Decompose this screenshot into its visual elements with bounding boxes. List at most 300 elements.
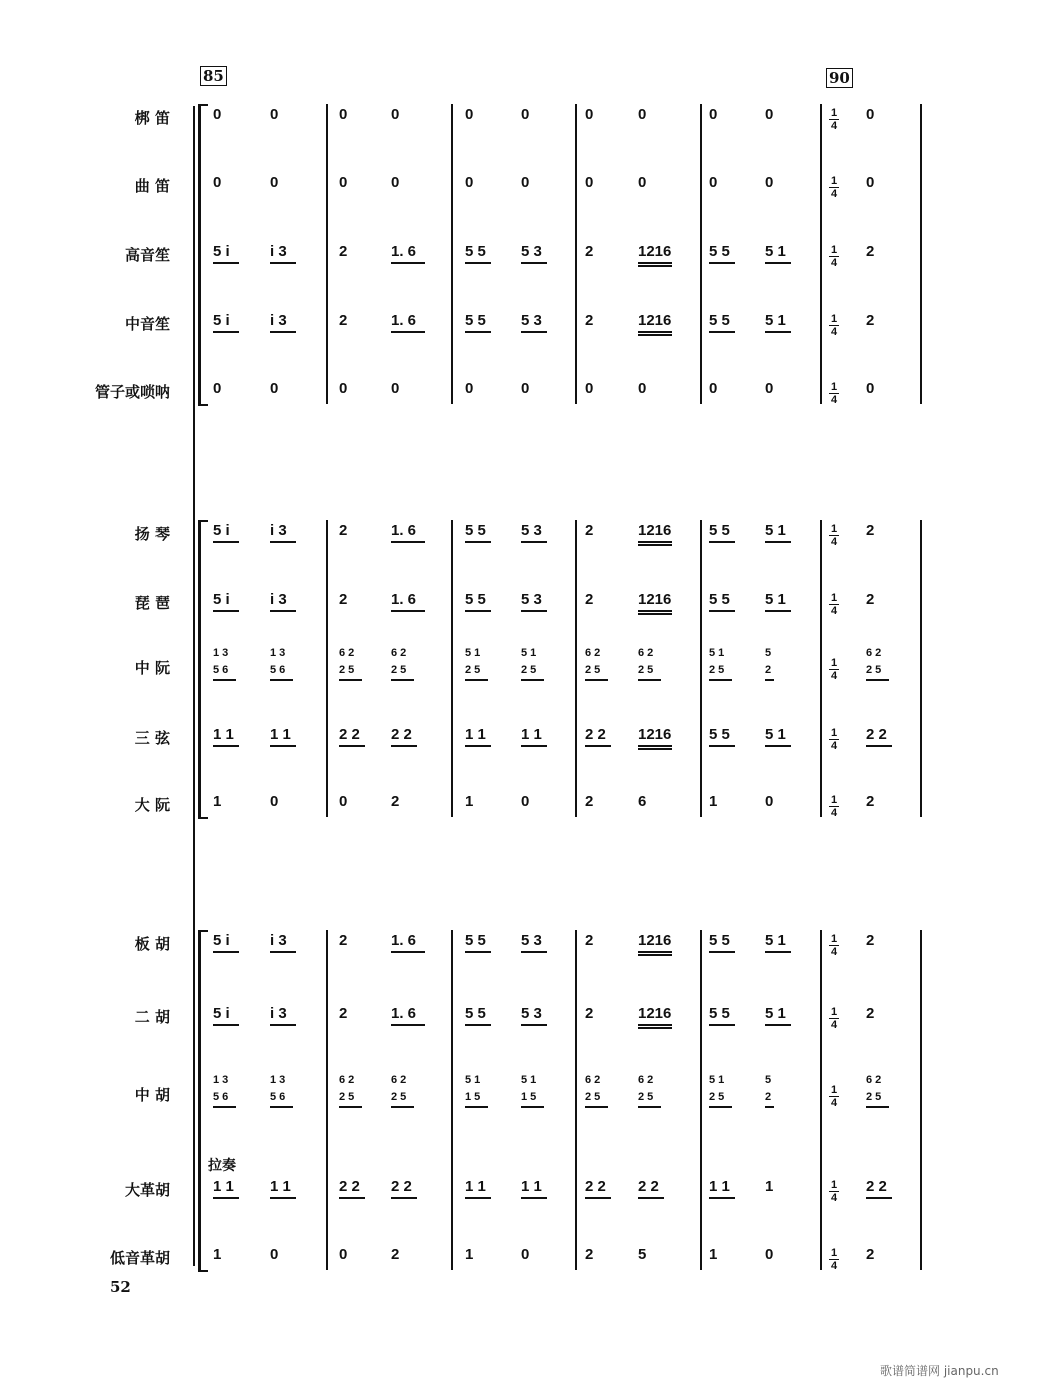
instrument-name: 琵 琶	[134, 594, 170, 612]
chord-note-bottom: 2 5	[638, 664, 654, 676]
jianpu-note: 1 1	[709, 1178, 730, 1195]
jianpu-note: 5 1	[765, 312, 786, 329]
instrument-name: 曲 笛	[134, 177, 170, 195]
jianpu-note: 1. 6	[391, 932, 417, 949]
beam-line	[465, 745, 491, 747]
beam-line	[391, 262, 425, 264]
barline	[326, 930, 328, 1270]
jianpu-note: 0	[765, 106, 774, 123]
beam-line	[465, 331, 491, 333]
beam-line	[213, 1197, 239, 1199]
jianpu-note: i 3	[270, 1005, 287, 1022]
beam-line	[866, 1197, 892, 1199]
instrument-name: 中音笙	[124, 315, 170, 333]
instrument-name: 二 胡	[134, 1008, 170, 1026]
chord-note-bottom: 2 5	[339, 664, 355, 676]
chord-note-bottom: 2 5	[339, 1091, 355, 1103]
time-sig-denominator: 4	[830, 807, 838, 819]
jianpu-note: 2	[339, 932, 348, 949]
beam-line	[709, 541, 735, 543]
chord-note-top: 6 2	[638, 647, 654, 659]
jianpu-note: 5 1	[765, 591, 786, 608]
jianpu-note: 0	[391, 174, 400, 191]
jianpu-note: 5 3	[521, 312, 542, 329]
beam-line	[521, 331, 547, 333]
jianpu-note: 1. 6	[391, 312, 417, 329]
jianpu-note: 2 2	[339, 726, 360, 743]
jianpu-note: 0	[765, 174, 774, 191]
jianpu-note: 0	[866, 106, 875, 123]
beam-line	[270, 541, 296, 543]
barline	[820, 930, 822, 1270]
chord-note-top: 6 2	[866, 647, 882, 659]
beam-line	[638, 541, 672, 543]
beam-line	[213, 331, 239, 333]
jianpu-note: 1216	[638, 932, 672, 949]
beam-line	[709, 951, 735, 953]
jianpu-note: 5 5	[465, 591, 486, 608]
barline	[700, 104, 702, 404]
chord-note-bottom: 2 5	[465, 664, 481, 676]
beam-line	[765, 679, 774, 681]
barline	[575, 104, 577, 404]
jianpu-note: 1	[465, 1246, 474, 1263]
jianpu-note: 1 1	[213, 726, 234, 743]
chord-note-top: 5 1	[521, 1074, 537, 1086]
chord-note-bottom: 5 6	[270, 664, 286, 676]
jianpu-note: 1216	[638, 591, 672, 608]
jianpu-note: 2	[866, 1246, 875, 1263]
beam-line	[765, 610, 791, 612]
chord-note-bottom: 2	[765, 664, 772, 676]
instrument-name: 大 阮	[134, 796, 170, 814]
group-bracket-bottom	[198, 817, 208, 819]
beam-line	[465, 951, 491, 953]
beam-line	[270, 262, 296, 264]
jianpu-note: 5 i	[213, 591, 230, 608]
chord-note-top: 1 3	[270, 647, 286, 659]
jianpu-note: 0	[521, 1246, 530, 1263]
jianpu-note: 5 3	[521, 1005, 542, 1022]
chord-note-top: 6 2	[638, 1074, 654, 1086]
beam-line	[765, 331, 791, 333]
chord-note-bottom: 2 5	[585, 1091, 601, 1103]
group-bracket-top	[198, 104, 208, 106]
jianpu-note: 0	[521, 793, 530, 810]
jianpu-note: 2	[339, 243, 348, 260]
time-sig-denominator: 4	[830, 1097, 838, 1109]
beam-line	[339, 1197, 365, 1199]
time-signature	[829, 524, 839, 547]
jianpu-note: 0	[585, 380, 594, 397]
jianpu-note: 0	[339, 793, 348, 810]
beam-line	[213, 679, 236, 681]
jianpu-note: 2 2	[339, 1178, 360, 1195]
instrument-name: 大革胡	[124, 1181, 170, 1199]
beam-line	[638, 745, 672, 747]
jianpu-note: 2	[339, 522, 348, 539]
chord-note-top: 6 2	[585, 1074, 601, 1086]
beam-line	[270, 1106, 293, 1108]
beam-line	[521, 745, 547, 747]
jianpu-note: 2	[866, 312, 875, 329]
beam-line	[765, 951, 791, 953]
time-signature	[829, 658, 839, 681]
chord-note-bottom: 2 5	[391, 1091, 407, 1103]
chord-note-bottom: 5 6	[213, 664, 229, 676]
time-sig-numerator: 1	[830, 1179, 838, 1191]
jianpu-note: 2	[866, 591, 875, 608]
time-sig-numerator: 1	[830, 523, 838, 535]
jianpu-note: 2 2	[391, 726, 412, 743]
chord-note-bottom: 5 6	[213, 1091, 229, 1103]
beam-line	[270, 1197, 296, 1199]
jianpu-note: 1. 6	[391, 522, 417, 539]
beam-line	[339, 745, 365, 747]
jianpu-note: 2	[585, 243, 594, 260]
jianpu-note: 0	[709, 174, 718, 191]
jianpu-note: 0	[866, 380, 875, 397]
time-sig-denominator: 4	[830, 946, 838, 958]
jianpu-note: i 3	[270, 312, 287, 329]
time-signature	[829, 728, 839, 751]
jianpu-note: 0	[765, 793, 774, 810]
jianpu-note: 0	[339, 106, 348, 123]
jianpu-note: 1	[465, 793, 474, 810]
jianpu-note: 1 1	[270, 1178, 291, 1195]
time-sig-numerator: 1	[830, 313, 838, 325]
jianpu-note: 0	[339, 174, 348, 191]
time-sig-numerator: 1	[830, 794, 838, 806]
time-signature	[829, 314, 839, 337]
time-sig-denominator: 4	[830, 120, 838, 132]
jianpu-note: 2	[585, 1246, 594, 1263]
group-bracket	[198, 930, 201, 1270]
chord-note-bottom: 2 5	[866, 1091, 882, 1103]
beam-line	[391, 1024, 425, 1026]
instrument-name: 扬 琴	[134, 525, 170, 543]
jianpu-note: 5 5	[465, 243, 486, 260]
beam-line	[638, 1197, 664, 1199]
chord-note-top: 1 3	[213, 647, 229, 659]
jianpu-note: 0	[521, 174, 530, 191]
group-bracket	[198, 104, 201, 404]
jianpu-note: 5 1	[765, 726, 786, 743]
jianpu-note: 0	[638, 106, 647, 123]
rehearsal-mark-90: 90	[826, 68, 853, 88]
jianpu-note: 2	[866, 1005, 875, 1022]
beam-line	[521, 610, 547, 612]
time-sig-denominator: 4	[830, 394, 838, 406]
chord-note-top: 5	[765, 647, 772, 659]
jianpu-note: 0	[585, 106, 594, 123]
jianpu-note: 0	[709, 106, 718, 123]
chord-note-bottom: 2 5	[709, 1091, 725, 1103]
time-sig-denominator: 4	[830, 1260, 838, 1272]
chord-note-top: 5 1	[465, 647, 481, 659]
barline	[920, 930, 922, 1270]
group-bracket	[198, 520, 201, 817]
beam-line	[709, 610, 735, 612]
jianpu-note: 5 5	[465, 522, 486, 539]
system-barline-left	[193, 106, 195, 1266]
group-bracket-top	[198, 520, 208, 522]
barline	[575, 930, 577, 1270]
jianpu-note: 1 1	[213, 1178, 234, 1195]
beam-line	[270, 610, 296, 612]
beam-line	[270, 679, 293, 681]
beam-line	[709, 1197, 735, 1199]
chord-note-top: 5 1	[709, 647, 725, 659]
beam-line	[213, 1106, 236, 1108]
jianpu-note: 0	[270, 174, 279, 191]
chord-note-top: 5 1	[709, 1074, 725, 1086]
beam-line	[638, 951, 672, 953]
beam-line-double	[638, 265, 672, 267]
jianpu-note: 5 3	[521, 932, 542, 949]
chord-note-top: 6 2	[391, 1074, 407, 1086]
annotation-lazou: 拉奏	[208, 1158, 236, 1174]
beam-line	[521, 1197, 547, 1199]
jianpu-note: 0	[213, 174, 222, 191]
group-bracket-bottom	[198, 1270, 208, 1272]
beam-line	[638, 1106, 661, 1108]
beam-line	[765, 541, 791, 543]
beam-line	[465, 610, 491, 612]
instrument-name: 梆 笛	[134, 109, 170, 127]
jianpu-note: 0	[213, 106, 222, 123]
chord-note-bottom: 2 5	[866, 664, 882, 676]
jianpu-note: 1	[765, 1178, 774, 1195]
time-sig-denominator: 4	[830, 605, 838, 617]
time-sig-numerator: 1	[830, 107, 838, 119]
jianpu-note: 2	[391, 1246, 400, 1263]
barline	[451, 104, 453, 404]
beam-line	[709, 262, 735, 264]
beam-line	[465, 1197, 491, 1199]
jianpu-note: 1	[213, 1246, 222, 1263]
chord-note-top: 5 1	[521, 647, 537, 659]
barline	[820, 520, 822, 817]
beam-line-double	[638, 1027, 672, 1029]
beam-line	[521, 1024, 547, 1026]
chord-note-top: 6 2	[391, 647, 407, 659]
jianpu-note: 0	[339, 380, 348, 397]
beam-line	[465, 1024, 491, 1026]
time-signature	[829, 1085, 839, 1108]
jianpu-note: 2 2	[585, 726, 606, 743]
instrument-name: 高音笙	[124, 246, 170, 264]
jianpu-note: 1 1	[521, 1178, 542, 1195]
jianpu-note: 2	[585, 932, 594, 949]
barline	[575, 520, 577, 817]
jianpu-note: 5 5	[709, 243, 730, 260]
time-sig-denominator: 4	[830, 1192, 838, 1204]
jianpu-note: 2	[866, 793, 875, 810]
jianpu-note: 1. 6	[391, 243, 417, 260]
jianpu-note: 1 1	[465, 1178, 486, 1195]
jianpu-note: 0	[521, 106, 530, 123]
jianpu-note: 5 5	[465, 932, 486, 949]
jianpu-note: 1216	[638, 726, 672, 743]
time-signature	[829, 934, 839, 957]
time-sig-numerator: 1	[830, 657, 838, 669]
jianpu-note: 2	[866, 932, 875, 949]
chord-note-bottom: 2 5	[709, 664, 725, 676]
jianpu-note: 0	[391, 106, 400, 123]
barline	[451, 520, 453, 817]
beam-line	[391, 541, 425, 543]
instrument-name: 中 胡	[134, 1086, 170, 1104]
beam-line	[391, 679, 414, 681]
time-signature	[829, 795, 839, 818]
beam-line	[213, 541, 239, 543]
beam-line	[765, 262, 791, 264]
time-sig-denominator: 4	[830, 257, 838, 269]
beam-line	[270, 331, 296, 333]
beam-line	[866, 1106, 889, 1108]
jianpu-note: 5 5	[465, 312, 486, 329]
jianpu-note: 1	[709, 793, 718, 810]
jianpu-note: 5 1	[765, 243, 786, 260]
beam-line	[391, 951, 425, 953]
jianpu-note: i 3	[270, 522, 287, 539]
jianpu-note: 1 1	[521, 726, 542, 743]
jianpu-note: 2	[866, 522, 875, 539]
jianpu-note: 0	[638, 174, 647, 191]
beam-line	[765, 1106, 774, 1108]
time-sig-denominator: 4	[830, 740, 838, 752]
jianpu-note: 1	[213, 793, 222, 810]
jianpu-note: 1. 6	[391, 1005, 417, 1022]
beam-line	[391, 610, 425, 612]
barline	[820, 104, 822, 404]
beam-line	[521, 951, 547, 953]
barline	[920, 104, 922, 404]
jianpu-note: 5 1	[765, 522, 786, 539]
beam-line	[521, 1106, 544, 1108]
beam-line	[638, 1024, 672, 1026]
jianpu-note: 0	[866, 174, 875, 191]
beam-line	[866, 745, 892, 747]
jianpu-note: 0	[270, 1246, 279, 1263]
beam-line	[866, 679, 889, 681]
beam-line	[213, 1024, 239, 1026]
jianpu-note: 2 2	[638, 1178, 659, 1195]
chord-note-top: 6 2	[339, 647, 355, 659]
jianpu-note: 0	[270, 380, 279, 397]
jianpu-note: 5 5	[709, 591, 730, 608]
beam-line	[213, 951, 239, 953]
beam-line	[709, 1024, 735, 1026]
beam-line	[391, 1106, 414, 1108]
jianpu-note: 5 i	[213, 932, 230, 949]
jianpu-note: 1 1	[465, 726, 486, 743]
rehearsal-mark-85: 85	[200, 66, 227, 86]
jianpu-note: 0	[465, 380, 474, 397]
beam-line	[465, 1106, 488, 1108]
jianpu-note: 0	[585, 174, 594, 191]
beam-line-double	[638, 748, 672, 750]
jianpu-note: 1216	[638, 522, 672, 539]
time-sig-denominator: 4	[830, 188, 838, 200]
beam-line	[765, 1024, 791, 1026]
time-sig-numerator: 1	[830, 592, 838, 604]
beam-line	[339, 679, 362, 681]
time-signature	[829, 108, 839, 131]
beam-line	[213, 745, 239, 747]
beam-line	[391, 331, 425, 333]
jianpu-note: 2	[585, 522, 594, 539]
beam-line	[270, 951, 296, 953]
jianpu-note: 1216	[638, 243, 672, 260]
jianpu-note: 2	[391, 793, 400, 810]
time-signature	[829, 1007, 839, 1030]
jianpu-note: 0	[391, 380, 400, 397]
beam-line	[521, 679, 544, 681]
jianpu-note: 5 1	[765, 1005, 786, 1022]
time-signature	[829, 176, 839, 199]
barline	[920, 520, 922, 817]
jianpu-note: 0	[521, 380, 530, 397]
jianpu-note: 2	[585, 793, 594, 810]
jianpu-note: 0	[270, 106, 279, 123]
beam-line-double	[638, 334, 672, 336]
time-sig-denominator: 4	[830, 536, 838, 548]
instrument-name: 管子或唢呐	[94, 383, 170, 401]
jianpu-note: i 3	[270, 932, 287, 949]
chord-note-bottom: 2 5	[391, 664, 407, 676]
jianpu-note: 0	[765, 380, 774, 397]
jianpu-note: 5 5	[709, 726, 730, 743]
beam-line	[709, 1106, 732, 1108]
jianpu-note: 5 3	[521, 591, 542, 608]
group-bracket-bottom	[198, 404, 208, 406]
beam-line	[213, 262, 239, 264]
beam-line	[465, 679, 488, 681]
beam-line-double	[638, 954, 672, 956]
jianpu-note: 5 5	[465, 1005, 486, 1022]
time-signature	[829, 1180, 839, 1203]
jianpu-note: 2	[339, 1005, 348, 1022]
jianpu-note: 5 3	[521, 522, 542, 539]
chord-note-bottom: 1 5	[521, 1091, 537, 1103]
chord-note-top: 6 2	[339, 1074, 355, 1086]
jianpu-note: 2	[585, 1005, 594, 1022]
beam-line	[638, 331, 672, 333]
jianpu-note: 5 i	[213, 312, 230, 329]
jianpu-note: 5 5	[709, 932, 730, 949]
jianpu-note: 5	[638, 1246, 647, 1263]
chord-note-bottom: 5 6	[270, 1091, 286, 1103]
barline	[326, 104, 328, 404]
watermark-text: 歌谱简谱网 jianpu.cn	[880, 1364, 999, 1378]
jianpu-note: 0	[213, 380, 222, 397]
chord-note-bottom: 2 5	[585, 664, 601, 676]
time-sig-numerator: 1	[830, 1006, 838, 1018]
jianpu-note: 1216	[638, 1005, 672, 1022]
beam-line	[270, 745, 296, 747]
jianpu-note: 2	[339, 591, 348, 608]
jianpu-note: 2	[585, 591, 594, 608]
jianpu-note: 5 3	[521, 243, 542, 260]
jianpu-note: 2 2	[866, 1178, 887, 1195]
barline	[451, 930, 453, 1270]
page-number: 52	[110, 1278, 131, 1296]
beam-line	[270, 1024, 296, 1026]
beam-line	[391, 745, 417, 747]
time-sig-denominator: 4	[830, 326, 838, 338]
